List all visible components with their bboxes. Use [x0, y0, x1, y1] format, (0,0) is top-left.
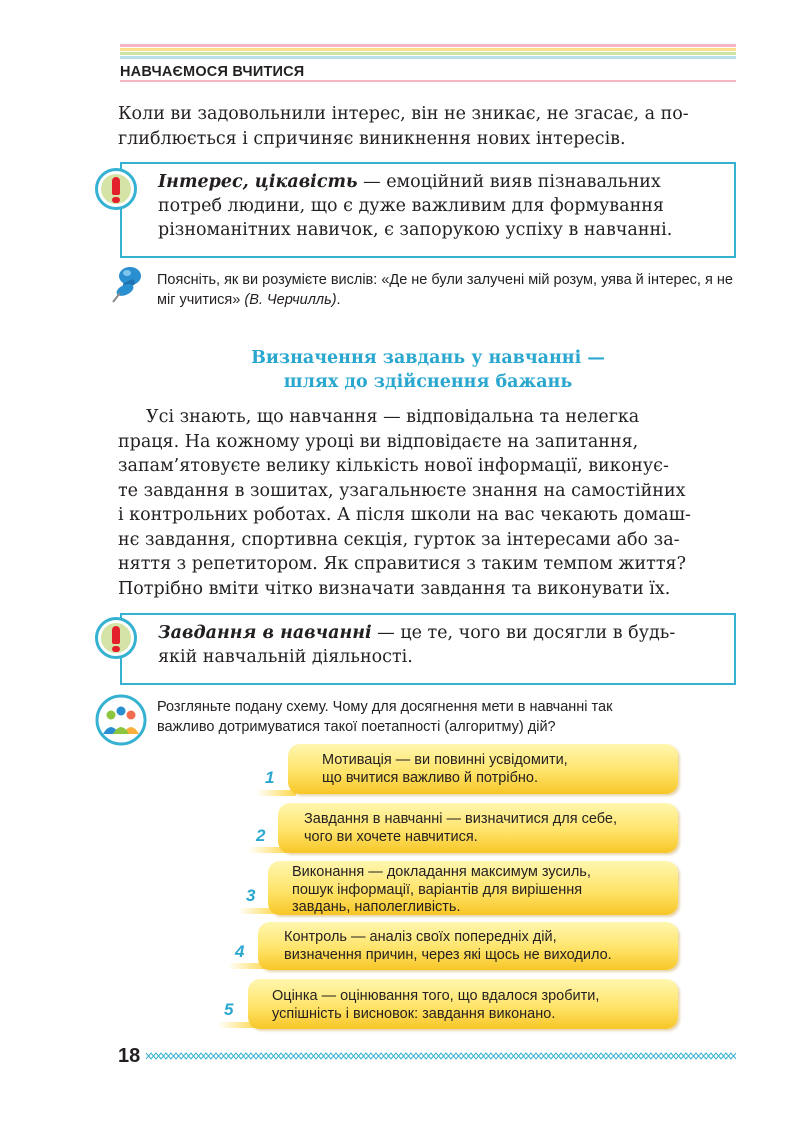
main-line: Потрібно вміти чітко визначати завдання та виконувати їх. — [118, 578, 671, 599]
definition-text — [158, 621, 716, 669]
header-stripes — [120, 44, 736, 60]
step-line: Завдання в навчанні — визначитися для себе, — [304, 811, 617, 827]
definition-term: Завдання в навчанні — [158, 623, 372, 643]
task-text: Поясніть, як ви розумієте вислів: «Де не були залучені мій розум, уява й інтерес, я не міг учитися» — [157, 272, 733, 308]
subheading-line: Визначення завдань у навчанні — — [251, 348, 605, 368]
main-line: нє завдання, спортивна секція, гурток за інтересами або за- — [118, 529, 680, 550]
task-line: Розгляньте подану схему. Чому для досягнення мети в навчанні так — [157, 699, 613, 715]
section-title-rule — [120, 80, 736, 82]
page-number: 18 — [118, 1045, 141, 1067]
intro-paragraph — [118, 102, 736, 151]
exclamation-icon — [95, 617, 137, 659]
step-line: успішність і висновок: завдання виконано. — [272, 1005, 556, 1022]
step-line: визначення причин, через які щось не виходило. — [284, 946, 612, 963]
intro-line: глиблюється і спричиняє виникнення нових інтересів. — [118, 128, 626, 149]
step-number: 4 — [235, 942, 245, 961]
definition-line: різноманітних навичок, є запорукою успіху в навчанні. — [158, 220, 673, 240]
definition-line: — емоційний вияв пізнавальних — [357, 172, 661, 192]
main-line: праця. На кожному уроці ви відповідаєте на запитання, — [118, 431, 639, 452]
step-line: Контроль — аналіз своїх попередніх дій, — [284, 929, 557, 945]
step-line: завдань, наполегливість. — [292, 899, 461, 915]
main-line: і контрольних роботах. А після школи на вас чекають домаш- — [118, 505, 691, 525]
task-scheme-question — [157, 697, 737, 737]
main-line: няття з репетитором. Як справитися з таким темпом життя? — [118, 554, 686, 574]
main-line: Усі знають, що навчання — відповідальна та нелегка — [146, 407, 640, 427]
task-author: (В. Черчилль) — [244, 292, 337, 308]
step-box — [288, 744, 678, 794]
subheading-line: шлях до здійснення бажань — [283, 372, 573, 392]
definition-box-task — [120, 613, 736, 685]
intro-line: Коли ви задовольнили інтерес, він не зникає, не згасає, а по- — [118, 104, 689, 124]
definition-line: — це те, чого ви досягли в будь- — [371, 623, 676, 643]
exclamation-icon — [95, 168, 137, 210]
step-box — [248, 979, 678, 1029]
step-line: Мотивація — ви повинні усвідомити, — [322, 752, 568, 768]
footer-zigzag-line — [146, 1051, 736, 1061]
step-box — [268, 861, 678, 915]
section-title: НАВЧАЄМОСЯ ВЧИТИСЯ — [120, 64, 305, 80]
definition-text — [158, 170, 716, 242]
definition-box-interest — [120, 162, 736, 258]
main-line: запам’ятовуєте велику кількість нової інформації, виконує- — [118, 456, 669, 476]
step-line: пошук інформації, варіантів для вирішення — [292, 881, 583, 898]
task-explain-quote: Поясніть, як ви розумієте вислів: «Де не були залучені мій розум, уява й інтерес, я не міг учитися» (В. Черчилль). — [157, 272, 733, 308]
step-line: Виконання — докладання максимум зусиль, — [292, 864, 591, 880]
main-line: те завдання в зошитах, узагальнюєте знання на самостійних — [118, 480, 686, 501]
step-number: 5 — [224, 1000, 234, 1019]
step-number: 1 — [265, 768, 275, 787]
group-discussion-icon — [95, 694, 147, 746]
step-box — [278, 803, 678, 853]
step-line: що вчитися важливо й потрібно. — [322, 769, 538, 786]
main-paragraph — [118, 405, 736, 601]
subheading — [120, 346, 736, 394]
step-line: Оцінка — оцінювання того, що вдалося зробити, — [272, 988, 600, 1004]
step-box — [258, 922, 678, 970]
step-number: 2 — [256, 826, 266, 845]
pushpin-icon — [108, 262, 148, 304]
step-number: 3 — [246, 886, 256, 905]
definition-term: Інтерес, цікавість — [158, 172, 358, 192]
definition-line: потреб людини, що є дуже важливим для формування — [158, 196, 664, 216]
step-line: чого ви хочете навчитися. — [304, 828, 478, 845]
definition-line: якій навчальній діяльності. — [158, 647, 413, 667]
task-line: важливо дотримуватися такої поетапності (алгоритму) дій? — [157, 719, 556, 735]
